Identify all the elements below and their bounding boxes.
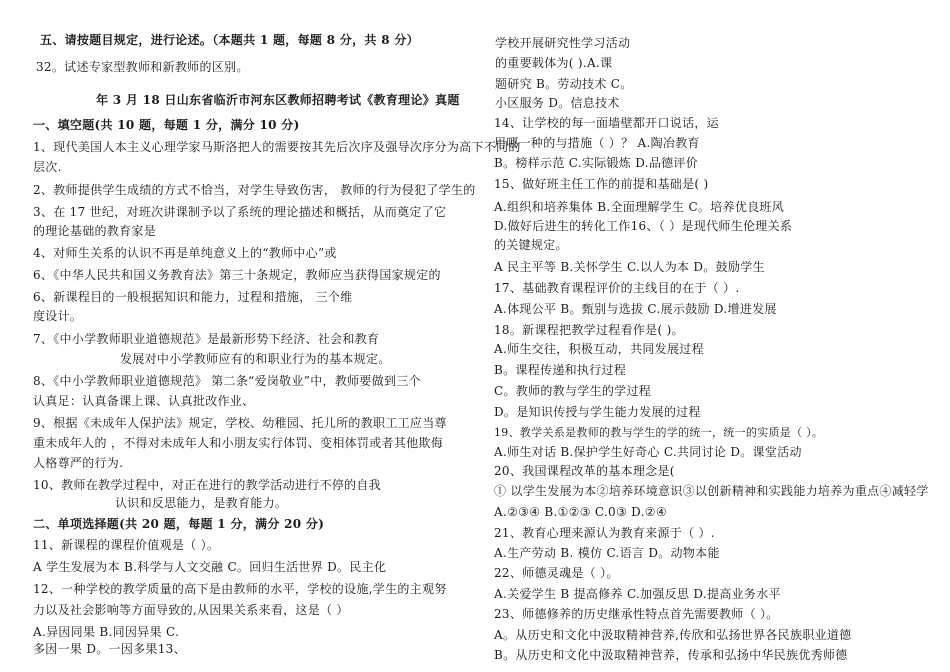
- right-text-line: C。教师的教与学生的学过程: [494, 384, 652, 398]
- left-text-line: 多因一果 D。一因多果13、: [33, 642, 186, 656]
- left-text-line: 一、填空题(共 10 题，每题 1 分，满分 10 分): [33, 118, 300, 132]
- left-text-line: 力以及社会影响等方面导致的,从因果关系来看，这是（ ）: [33, 603, 349, 617]
- right-text-line: A.师生交往，积极互动，共同发展过程: [494, 342, 704, 356]
- right-text-line: D.做好后进生的转化工作16、（ ）是现代师生伦理关系: [494, 219, 793, 233]
- right-text-line: A 民主平等 B.关怀学生 C.以人为本 D。鼓励学生: [494, 260, 765, 274]
- right-text-line: A。从历史和文化中汲取精神营养,传欣和弘扬世界各民族职业道德: [494, 628, 852, 642]
- left-text-line: 10、教师在教学过程中，对正在进行的教学活动进行不停的自我: [33, 478, 381, 492]
- right-text-line: D。是知识传授与学生能力发展的过程: [494, 405, 701, 419]
- left-text-line: 3、在 17 世纪，对班次讲课制予以了系统的理论描述和概括，从而奠定了它: [33, 205, 447, 219]
- right-text-line: B。从历史和文化中汲取精神营养，传承和弘扬中华民族优秀师德: [494, 648, 848, 662]
- left-text-line: 五、请按题目规定，进行论述。（本题共 1 题，每题 8 分，共 8 分）: [40, 33, 419, 47]
- right-text-line: A.生产劳动 B. 模仿 C.语言 D。动物本能: [494, 546, 720, 560]
- right-text-line: A.②③④ B.①②③ C.0③ D.②④: [494, 505, 667, 519]
- left-text-line: 的理论基础的教育家是: [33, 224, 157, 238]
- left-text-line: A 学生发展为本 B.科学与人文交融 C。回归生活世界 D。民主化: [33, 560, 387, 574]
- left-text-line: 12、一种学校的教学质量的高下是由教师的水平，学校的设施,学生的主观努: [33, 582, 447, 596]
- right-text-line: A.体现公平 B。甄别与选拔 C.展示鼓励 D.增进发展: [494, 302, 777, 316]
- left-text-line: 二、单项选择题(共 20 题，每题 1 分，满分 20 分): [33, 517, 325, 531]
- left-text-line: 认真足：认真备课上课、认真批改作业、: [33, 394, 255, 408]
- left-text-line: 2、教师提供学生成绩的方式不恰当，对学生导致伤害， 教师的行为侵犯了学生的: [33, 183, 476, 197]
- left-text-line: 人格尊严的行为.: [33, 456, 124, 470]
- right-text-line: 22、师德灵魂是（ ）。: [494, 566, 619, 580]
- left-text-line: 7、《中小学教师职业道德规范》是最新形势下经济、社会和教育: [33, 332, 380, 346]
- left-text-line: 发展对中小学教师应有的和职业行为的基本规定。: [120, 352, 391, 366]
- left-text-line: 32。试述专家型教师和新教师的区别。: [36, 60, 249, 74]
- left-text-line: 6、新课程目的一般根据知识和能力，过程和措施， 三个维: [33, 290, 353, 304]
- right-text-line: 小区服务 D。信息技术: [495, 96, 620, 110]
- right-text-line: 20、我国课程改革的基本理念是(: [494, 464, 675, 478]
- left-text-line: 重未成年人的 ，不得对未成年人和小朋友实行体罚、变相体罚或者其他欺侮: [33, 436, 444, 450]
- right-text-line: 18。新课程把教学过程看作是( )。: [494, 323, 684, 337]
- right-text-line: 学校开展研究性学习活动: [495, 36, 631, 50]
- left-text-line: 6、《中华人民共和国义务教育法》第三十条规定，教师应当获得国家规定的: [33, 268, 441, 282]
- left-text-line: 认识和反思能力，是教育能力。: [115, 496, 288, 510]
- right-text-line: 23、师德修养的历史继承性特点首先需要教师（ ）。: [494, 607, 779, 621]
- right-text-line: 的重要载体为( ).A.课: [495, 56, 613, 70]
- left-text-line: 8、《中小学教师职业道德规范》 第二条“爱岗敬业”中，教师要做到三个: [33, 374, 421, 388]
- right-text-line: 14、让学校的每一面墙壁都开口说话，运: [494, 116, 719, 130]
- left-text-line: 年 3 月 18 日山东省临沂市河东区教师招聘考试《教育理论》真题: [96, 93, 460, 107]
- right-text-line: ① 以学生发展为本②培养环境意识③以创新精神和实践能力培养为重点④减轻学: [494, 484, 929, 498]
- right-text-line: 19、教学关系是教师的教与学生的学的统一，统一的实质是（ ）。: [494, 426, 824, 439]
- right-text-line: A.关爱学生 B 提高修养 C.加强反思 D.提高业务水平: [494, 587, 781, 601]
- right-text-line: B。榜样示范 C.实际锻炼 D.品德评价: [494, 156, 699, 170]
- left-text-line: 1、现代美国人本主义心理学家马斯洛把人的需要按其先后次序及强导次序分为高下不同的: [33, 140, 521, 154]
- left-text-line: 11、新课程的课程价值观是（ ）。: [33, 538, 220, 552]
- left-text-line: 度设计。: [33, 309, 83, 323]
- left-text-line: A.异因同果 B.同因异果 C.: [33, 625, 180, 639]
- right-text-line: B。课程传递和执行过程: [494, 363, 627, 377]
- right-text-line: 21、教育心理来源认为教育来源于（ ）.: [494, 526, 715, 540]
- right-text-line: A.师生对话 B.保护学生好奇心 C.共同讨论 D。课堂活动: [494, 445, 802, 459]
- right-text-line: 17、基础教育课程评价的主线目的在于（ ）.: [494, 281, 740, 295]
- left-text-line: 9、根据《未成年人保护法》规定，学校、幼稚园、托儿所的教职工工应当尊: [33, 416, 447, 430]
- right-text-line: A.组织和培养集体 B.全面理解学生 C。培养优良班风: [494, 200, 785, 214]
- right-text-line: 的关键规定。: [494, 238, 568, 252]
- right-text-line: 题研究 B。劳动技术 C。: [495, 77, 633, 91]
- right-text-line: 15、做好班主任工作的前提和基础是( ): [494, 177, 709, 191]
- left-text-line: 层次.: [33, 160, 62, 174]
- right-text-line: 用哪一种的与措施（ ）？ A.陶冶教育: [494, 136, 700, 150]
- left-text-line: 4、对师生关系的认识不再是单纯意义上的“教师中心”或: [33, 246, 337, 260]
